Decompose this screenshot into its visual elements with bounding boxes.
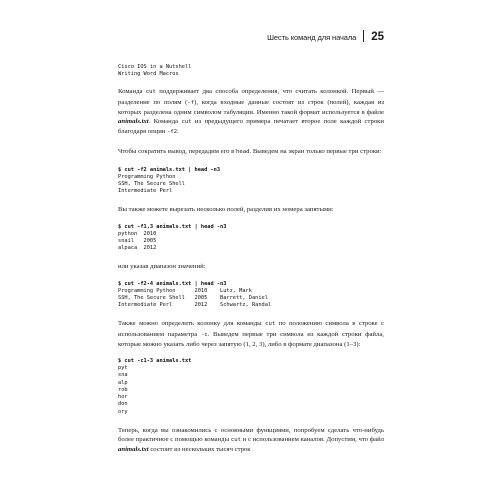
inline-code: head [236, 149, 250, 156]
code-block-cut-f1-3 [118, 224, 384, 253]
paragraph-head-pipe: Чтобы сократить вывод, передадим его в head. Выведем на экран только первые три строки: [118, 148, 382, 156]
code-block-cut-f2-4 [118, 281, 384, 310]
inline-code: -f2 [167, 129, 178, 136]
code-line: python 2010 [118, 230, 157, 237]
code-line: Programming Python [118, 173, 176, 180]
inline-code: cut [230, 436, 241, 443]
inline-code: cut [265, 321, 276, 328]
code-line: alp [118, 379, 128, 386]
chapter-title: Шесть команд для начала [267, 33, 357, 42]
code-line: pyt [118, 365, 128, 372]
running-head [0, 28, 384, 43]
code-command: $ cut -f1,3 animals.txt | head -n3 [118, 223, 227, 230]
code-line: rob [118, 386, 128, 393]
file-name: animals.txt [118, 446, 149, 454]
code-command: $ cut -c1-3 animals.txt [118, 358, 192, 365]
paragraph-range: или указав диапазон значений: [118, 263, 206, 271]
code-line: SSH, The Secure Shell 2005 Barrett, Daniel [118, 295, 268, 302]
code-line: Intermediate Perl 2012 Schwartz, Randal [118, 302, 272, 309]
code-line: Intermediate Perl [118, 188, 173, 195]
file-name: animals.txt [118, 118, 149, 126]
code-line: Writing Word Macros [118, 71, 179, 78]
inline-code: -c [200, 331, 208, 338]
code-line: Programming Python 2010 Lutz, Mark [118, 287, 252, 294]
paragraph-practical-pipes: Теперь, когда вы ознакомились с основными функциями, попробуем сделать что-нибудь более практичное с помощью команды cut и с использованием каналов. Допустим, что файл animals.txt состоит из нескольких тысяч строк [118, 426, 384, 454]
code-line: Cisco IOS in a Nutshell [118, 64, 192, 70]
code-block-cut-f2 [118, 167, 384, 196]
code-line: snail 2005 [118, 238, 157, 245]
paragraph-cut-field-mode: Команда cut поддерживает два способа определения, что считать колонкой. Первый — разделение по полям (-f), когда входные данные состоят из строк (полей), каждая из которых разделена одним символом табуляции. Именно такой формат используется в файле animals.txt. Команда cut из предыдущего примера печатает второе поле каждой строки благодаря опции -f2. [118, 88, 385, 136]
page-number: 25 [371, 31, 384, 43]
header-divider [363, 30, 364, 42]
inline-code: -f [187, 99, 195, 106]
code-line: don [118, 401, 128, 408]
code-line: alpaca 2012 [118, 245, 157, 252]
inline-code: cut [145, 89, 156, 96]
code-command: $ cut -f2 animals.txt | head -n3 [118, 166, 221, 173]
code-line: hor [118, 394, 128, 401]
code-line: SSH, The Secure Shell [118, 181, 185, 188]
code-line: ory [118, 408, 128, 415]
code-command: $ cut -f2-4 animals.txt | head -n3 [118, 280, 227, 287]
code-block-cut-c1-3 [118, 358, 384, 416]
code-line: sna [118, 372, 128, 379]
paragraph-multiple-fields: Вы также можете вырезать несколько полей, разделив их номера запятыми: [118, 206, 334, 214]
paragraph-character-mode: Также можно определить колонку для команды cut по положению символа в строке с использованием параметра -c. Выведем первые три символа из каждой строки файла, которые можно указать либо через запятую (1, 2, 3), либо в формате диапазона (1–3): [118, 320, 384, 348]
inline-code: cut [181, 119, 192, 126]
code-block-book-titles [118, 64, 384, 78]
page-content [118, 64, 384, 454]
